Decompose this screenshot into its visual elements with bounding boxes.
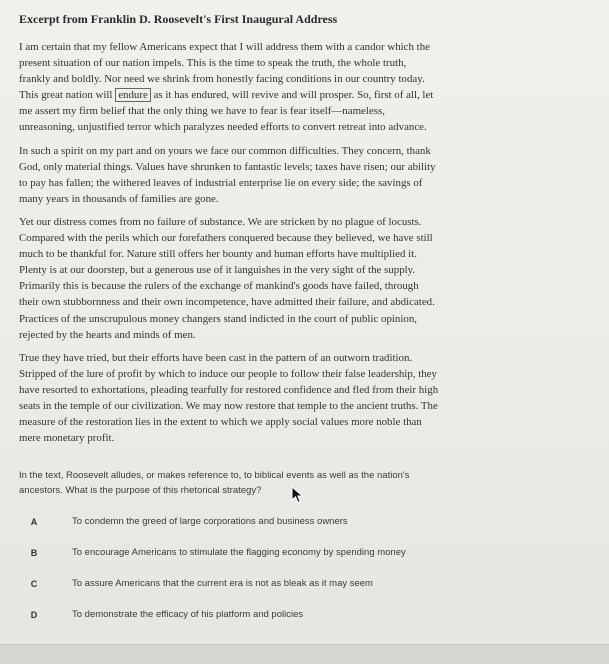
answer-choice-c[interactable]	[19, 568, 579, 599]
answer-choices	[19, 506, 579, 630]
passage-paragraph-1-start: I am certain that my fellow Americans expect that I will address them with a candor which the present situation of our nation impels. This is the time to speak the truth, the whole truth, frankly and boldly. Nor need we shrink from honestly facing conditions in our country today. This great nation will	[19, 41, 430, 102]
choice-text: To encourage Americans to stimulate the flagging economy by spending money	[72, 547, 406, 558]
passage-paragraph-3: Yet our distress comes from no failure of substance. We are stricken by no plague of locusts. Compared with the perils which our forefathers conquered because they believed, we have still much to be thankful for. Nature still offers her bounty and human efforts have multiplied it. Plenty is at our doorstep, but a generous use of it languishes in the very sight of the supply. Primarily this is because the rulers of the exchange of mankind's goods have failed, through their own stubbornness and their own incompetence, have admitted their failure, and abdicated. Practices of the unscrupulous money changers stand indicted in the court of public opinion, rejected by the hearts and minds of men.	[19, 215, 435, 341]
choice-letter: B	[30, 547, 38, 558]
choice-text: To assure Americans that the current era is not as bleak as it may seem	[72, 578, 373, 589]
question-text: In the text, Roosevelt alludes, or makes reference to, to biblical events as well as the nation's ancestors. What is the purpose of this rhetorical strategy?	[19, 470, 410, 496]
highlighted-word: endure	[115, 88, 151, 102]
passage-paragraph-1-end: as it has endured, will revive and will prosper. So, first of all, let me assert my firm belief that the only thing we have to fear is fear itself—nameless, unreasoning, unjustified terror which paralyzes needed efforts to convert retreat into advance.	[19, 89, 434, 134]
mouse-pointer-icon	[291, 486, 305, 504]
passage-paragraph-2: In such a spirit on my part and on yours we face our common difficulties. They concern, thank God, only material things. Values have shrunken to fantastic levels; taxes have risen; our ability to pay has fallen; the withered leaves of industrial enterprise lie on every side; the savings of many years in thousands of families are gone.	[19, 144, 436, 205]
answer-choice-d[interactable]	[19, 599, 579, 630]
passage-paragraph-1	[19, 39, 439, 136]
bottom-bar	[0, 644, 609, 664]
answer-choice-b[interactable]	[19, 537, 579, 568]
choice-text: To condemn the greed of large corporations and business owners	[72, 516, 348, 527]
choice-letter: D	[30, 609, 38, 620]
choice-letter: A	[30, 516, 38, 527]
choice-text: To demonstrate the efficacy of his platform and policies	[72, 609, 304, 620]
answer-choice-a[interactable]	[19, 506, 579, 537]
passage	[19, 11, 439, 453]
passage-paragraph-4: True they have tried, but their efforts have been cast in the pattern of an outworn tradition. Stripped of the lure of profit by which to induce our people to follow their false leadership, they have resorted to exhortations, pleading tearfully for restored confidence and fled from their high seats in the temple of our civilization. We may now restore that temple to the ancient truths. The measure of the restoration lies in the extent to which we apply social values more noble than mere monetary profit.	[19, 351, 439, 445]
choice-letter: C	[30, 578, 38, 589]
passage-title: Excerpt from Franklin D. Roosevelt's First Inaugural Address	[19, 12, 338, 26]
